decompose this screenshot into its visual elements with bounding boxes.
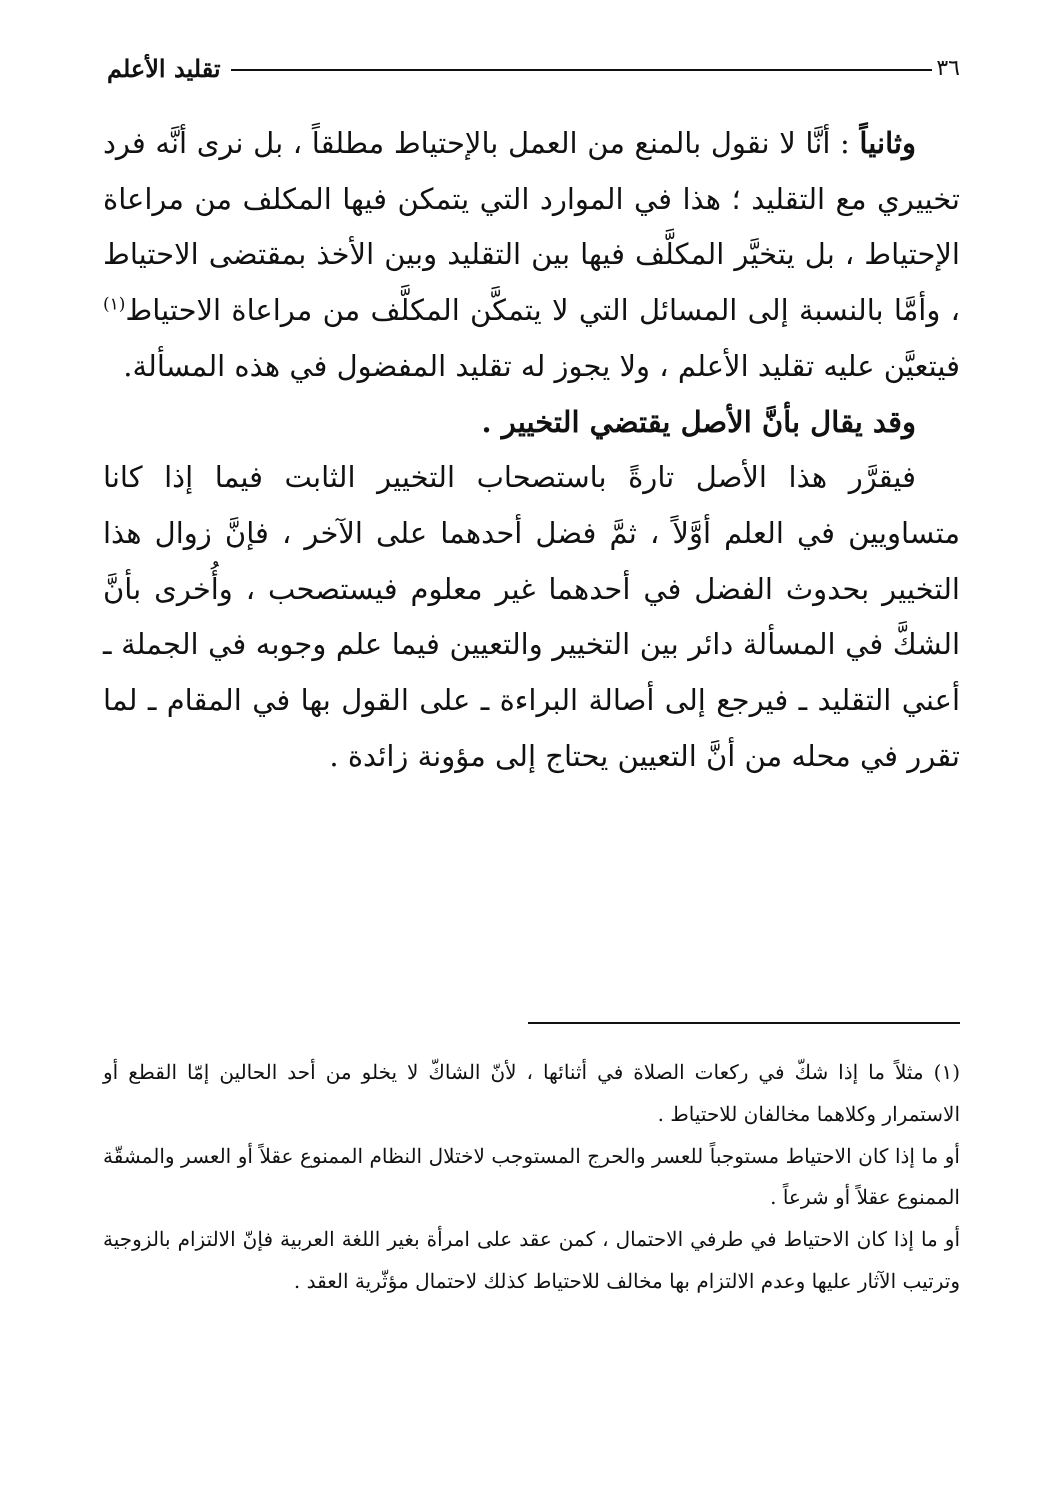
header-rule: [231, 69, 933, 71]
paragraph-1-text-after: فيتعيَّن عليه تقليد الأعلم ، ولا يجوز له تقليد المفضول في هذه المسألة.: [123, 348, 960, 383]
paragraph-1: [103, 116, 960, 395]
footnote-1-part-a: (١) مثلاً ما إذا شكّ في ركعات الصلاة في أثنائها ، لأنّ الشاكّ لا يخلو من أحد الحالين إمّا القطع أو الاستمرار وكلاهما مخالفان للاحتياط .: [103, 1060, 960, 1126]
running-title: تقليد الأعلم: [107, 53, 221, 83]
page-header: [107, 48, 960, 88]
main-text: [103, 116, 960, 784]
paragraph-1-text: : أنَّا لا نقول بالمنع من العمل بالإحتياط مطلقاً ، بل نرى أنَّه فرد تخييري مع التقليد ؛ هذا في الموارد التي يتمكن فيها المكلف من مراعاة الإحتياط ، بل يتخيَّر المكلَّف فيها بين التقليد وبين الأخذ بمقتضى الاحتياط ، وأمَّا بالنسبة إلى المسائل التي لا يتمكَّن المكلَّف من مراعاة الاحتياط: [103, 126, 960, 328]
page-number: ٣٦: [936, 55, 960, 81]
paragraph-1-lead: وثانياً: [859, 126, 916, 160]
footnotes: [103, 1052, 960, 1303]
section-heading: وقد يقال بأنَّ الأصل يقتضي التخيير .: [481, 404, 916, 439]
footnote-ref-1[interactable]: (١): [103, 294, 126, 315]
footnote-1-part-b: أو ما إذا كان الاحتياط مستوجباً للعسر والحرج المستوجب لاختلال النظام الممنوع عقلاً أو العسر والمشقّة الممنوع عقلاً أو شرعاً .: [103, 1143, 960, 1210]
paragraph-2: فيقرَّر هذا الأصل تارةً باستصحاب التخيير الثابت فيما إذا كانا متساويين في العلم أوَّلاً ، ثمَّ فضل أحدهما على الآخر ، فإنَّ زوال هذا التخيير بحدوث الفضل في أحدهما غير معلوم فيستصحب ، وأُخرى بأنَّ الشكَّ في المسألة دائر بين التخيير والتعيين فيما علم وجوبه في الجملة ـ أعني التقليد ـ فيرجع إلى أصالة البراءة ـ على القول بها في المقام ـ لما تقرر في محله من أنَّ التعيين يحتاج إلى مؤونة زائدة .: [103, 460, 960, 773]
footnote-1-part-c: أو ما إذا كان الاحتياط في طرفي الاحتمال ، كمن عقد على امرأة بغير اللغة العربية فإنّ الالتزام بالزوجية وترتيب الآثار عليها وعدم الالتزام بها مخالف للاحتياط كذلك لاحتمال مؤثّرية العقد .: [103, 1227, 960, 1293]
footnote-separator: [528, 1022, 960, 1024]
